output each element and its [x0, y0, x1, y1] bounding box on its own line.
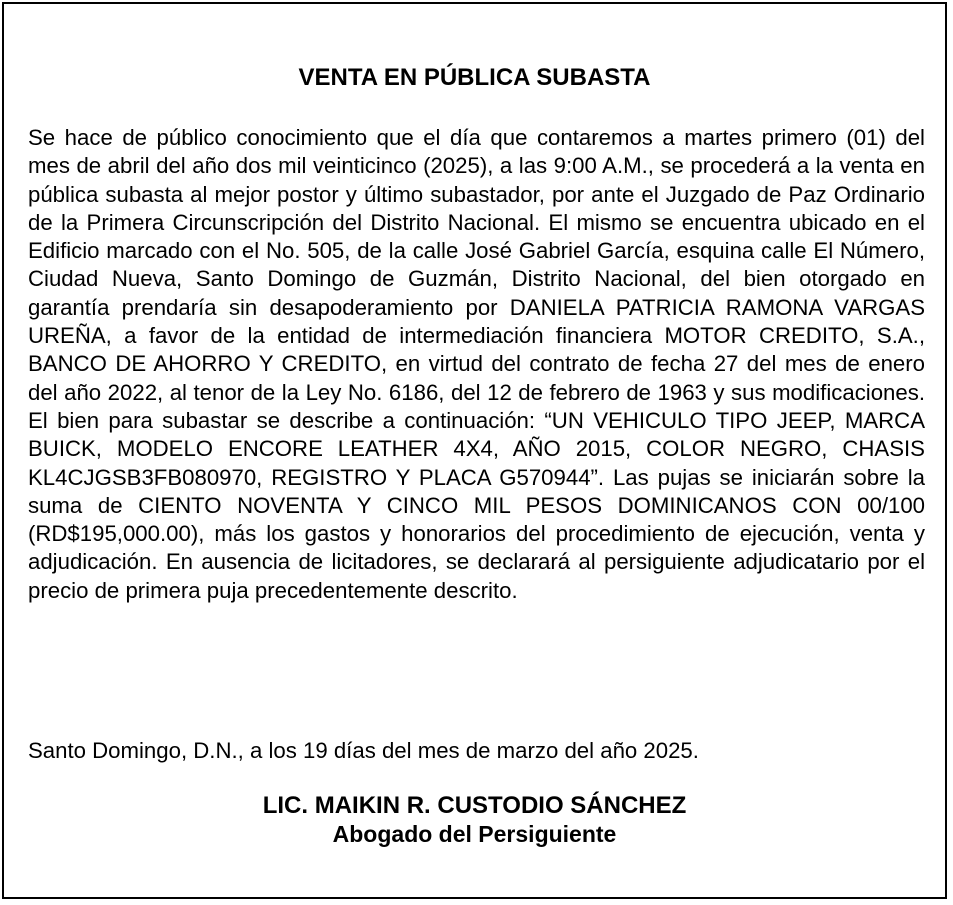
notice-place-date: Santo Domingo, D.N., a los 19 días del mes de marzo del año 2025.	[28, 738, 699, 763]
notice-body: Se hace de público conocimiento que el día que contaremos a martes primero (01) del mes de abril del año dos mil veinticinco (2025), a las 9:00 A.M., se procederá a la venta en pública subasta al mejor postor y último subastador, por ante el Juzgado de Paz Ordinario de la Primera Circunscripción del Distrito Nacional. El mismo se encuentra ubicado en el Edificio marcado con el No. 505, de la calle José Gabriel García, esquina calle El Número, Ciudad Nueva, Santo Domingo de Guzmán, Distrito Nacional, del bien otorgado en garantía prendaría sin desapoderamiento por DANIELA PATRICIA RAMONA VARGAS UREÑA, a favor de la entidad de intermediación financiera MOTOR CREDITO, S.A., BANCO DE AHORRO Y CREDITO, en virtud del contrato de fecha 27 del mes de enero del año 2022, al tenor de la Ley No. 6186, del 12 de febrero de 1963 y sus modificaciones. El bien para subastar se describe a continuación: “UN VEHICULO TIPO JEEP, MARCA BUICK, MODELO ENCORE LEATHER 4X4, AÑO 2015, COLOR NEGRO, CHASIS KL4CJGSB3FB080970, REGISTRO Y PLACA G570944”. Las pujas se iniciarán sobre la suma de CIENTO NOVENTA Y CINCO MIL PESOS DOMINICANOS CON 00/100 (RD$195,000.00), más los gastos y honorarios del procedimiento de ejecución, venta y adjudicación. En ausencia de licitadores, se declarará al persiguiente adjudicatario por el precio de primera puja precedentemente descrito.	[28, 125, 925, 603]
signatory-role: Abogado del Persiguiente	[332, 821, 617, 847]
signature-block	[4, 792, 945, 848]
notice-frame	[2, 2, 947, 899]
signatory-name: LIC. MAIKIN R. CUSTODIO SÁNCHEZ	[262, 792, 687, 819]
notice-title: VENTA EN PÚBLICA SUBASTA	[298, 64, 651, 91]
